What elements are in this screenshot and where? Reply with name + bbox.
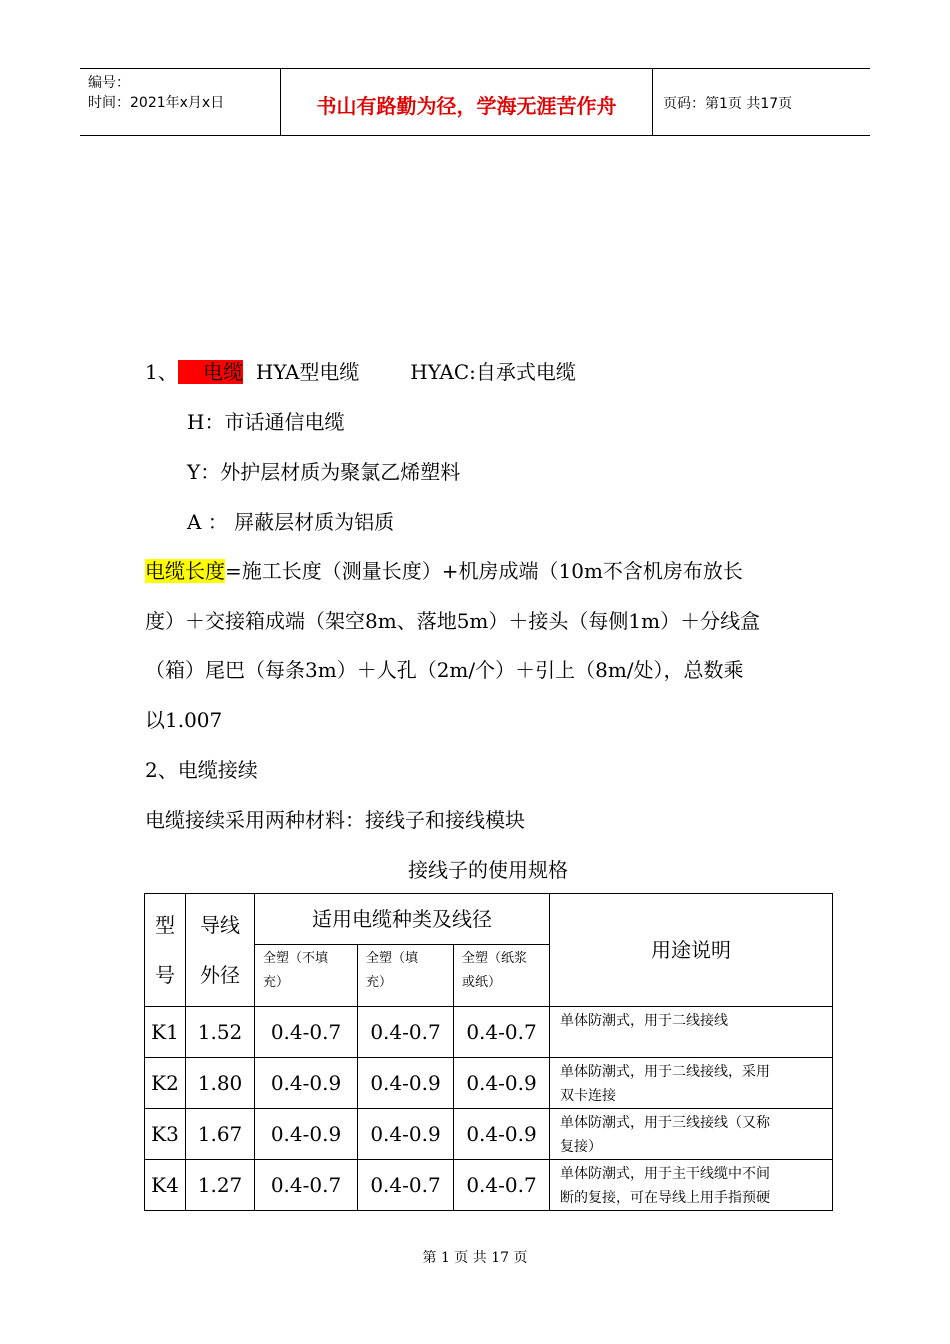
row-c2: 0.4-0.7 <box>358 1007 454 1058</box>
length-line-2: 度）＋交接箱成端（架空8m、落地5m）＋接头（每侧1m）＋分线盒 <box>145 609 761 633</box>
section1-rest: HYA型电缆 HYAC:自承式电缆 <box>243 360 576 384</box>
row-model: K2 <box>145 1058 186 1109</box>
row-c1: 0.4-0.9 <box>255 1058 358 1109</box>
number-label: 编号： <box>88 75 130 91</box>
header-motto: 书山有路勤为径，学海无涯苦作舟 <box>281 69 653 135</box>
header-model: 型 号 <box>145 894 186 1007</box>
table-header-row <box>145 894 833 945</box>
row-usage: 单体防潮式，用于二线接线 <box>550 1007 833 1058</box>
header-diameter: 导线 外径 <box>186 894 255 1007</box>
section1-heading <box>145 360 576 384</box>
row-c1: 0.4-0.7 <box>255 1160 358 1211</box>
row-usage: 单体防潮式，用于主干线缆中不间 断的复接，可在导线上用手指预硬 <box>550 1160 833 1211</box>
row-c1: 0.4-0.9 <box>255 1109 358 1160</box>
a-definition: A ： 屏蔽层材质为铝质 <box>187 510 395 534</box>
row-model: K4 <box>145 1160 186 1211</box>
row-c2: 0.4-0.7 <box>358 1160 454 1211</box>
row-diameter: 1.80 <box>186 1058 255 1109</box>
row-usage: 单体防潮式，用于三线接线（又称 复接） <box>550 1109 833 1160</box>
table-caption: 接线子的使用规格 <box>408 858 568 882</box>
header-meta <box>80 69 281 135</box>
row-model: K3 <box>145 1109 186 1160</box>
table-row <box>145 1160 833 1211</box>
section1-number: 1、 <box>145 360 178 384</box>
subheader-unfilled: 全塑（不填 充） <box>255 945 358 1007</box>
length-label: 电缆长度 <box>145 559 225 583</box>
spec-table <box>144 893 833 1211</box>
row-c3: 0.4-0.7 <box>454 1007 550 1058</box>
row-c3: 0.4-0.9 <box>454 1058 550 1109</box>
h-definition: H：市话通信电缆 <box>187 410 345 434</box>
row-usage: 单体防潮式，用于二线接线，采用 双卡连接 <box>550 1058 833 1109</box>
table-row <box>145 1109 833 1160</box>
y-definition: Y：外护层材质为聚氯乙烯塑料 <box>187 460 461 484</box>
subheader-paper: 全塑（纸浆 或纸） <box>454 945 550 1007</box>
table-row <box>145 1007 833 1058</box>
header-usage: 用途说明 <box>550 894 833 1007</box>
page-header <box>80 68 870 136</box>
row-diameter: 1.52 <box>186 1007 255 1058</box>
row-c3: 0.4-0.7 <box>454 1160 550 1211</box>
length-line-1: 电缆长度=施工长度（测量长度）+机房成端（10m不含机房布放长 <box>145 559 743 583</box>
row-diameter: 1.27 <box>186 1160 255 1211</box>
row-c2: 0.4-0.9 <box>358 1058 454 1109</box>
section1-title: 电缆 <box>178 360 243 384</box>
row-c3: 0.4-0.9 <box>454 1109 550 1160</box>
section2-heading: 2、电缆接续 <box>145 758 258 782</box>
length-line-3: （箱）尾巴（每条3m）＋人孔（2m/个）＋引上（8m/处），总数乘 <box>145 658 744 682</box>
subheader-filled: 全塑（填 充） <box>358 945 454 1007</box>
header-cable-type: 适用电缆种类及线径 <box>255 894 550 945</box>
row-diameter: 1.67 <box>186 1109 255 1160</box>
table-row <box>145 1058 833 1109</box>
header-page-info: 页码：第1页 共17页 <box>663 96 793 112</box>
row-c2: 0.4-0.9 <box>358 1109 454 1160</box>
page-footer: 第 1 页 共 17 页 <box>422 1250 528 1266</box>
section2-text: 电缆接续采用两种材料：接线子和接线模块 <box>145 808 525 832</box>
time-label: 时间：2021年x月x日 <box>88 95 225 111</box>
row-c1: 0.4-0.7 <box>255 1007 358 1058</box>
row-model: K1 <box>145 1007 186 1058</box>
length-line-4: 以1.007 <box>145 708 223 732</box>
